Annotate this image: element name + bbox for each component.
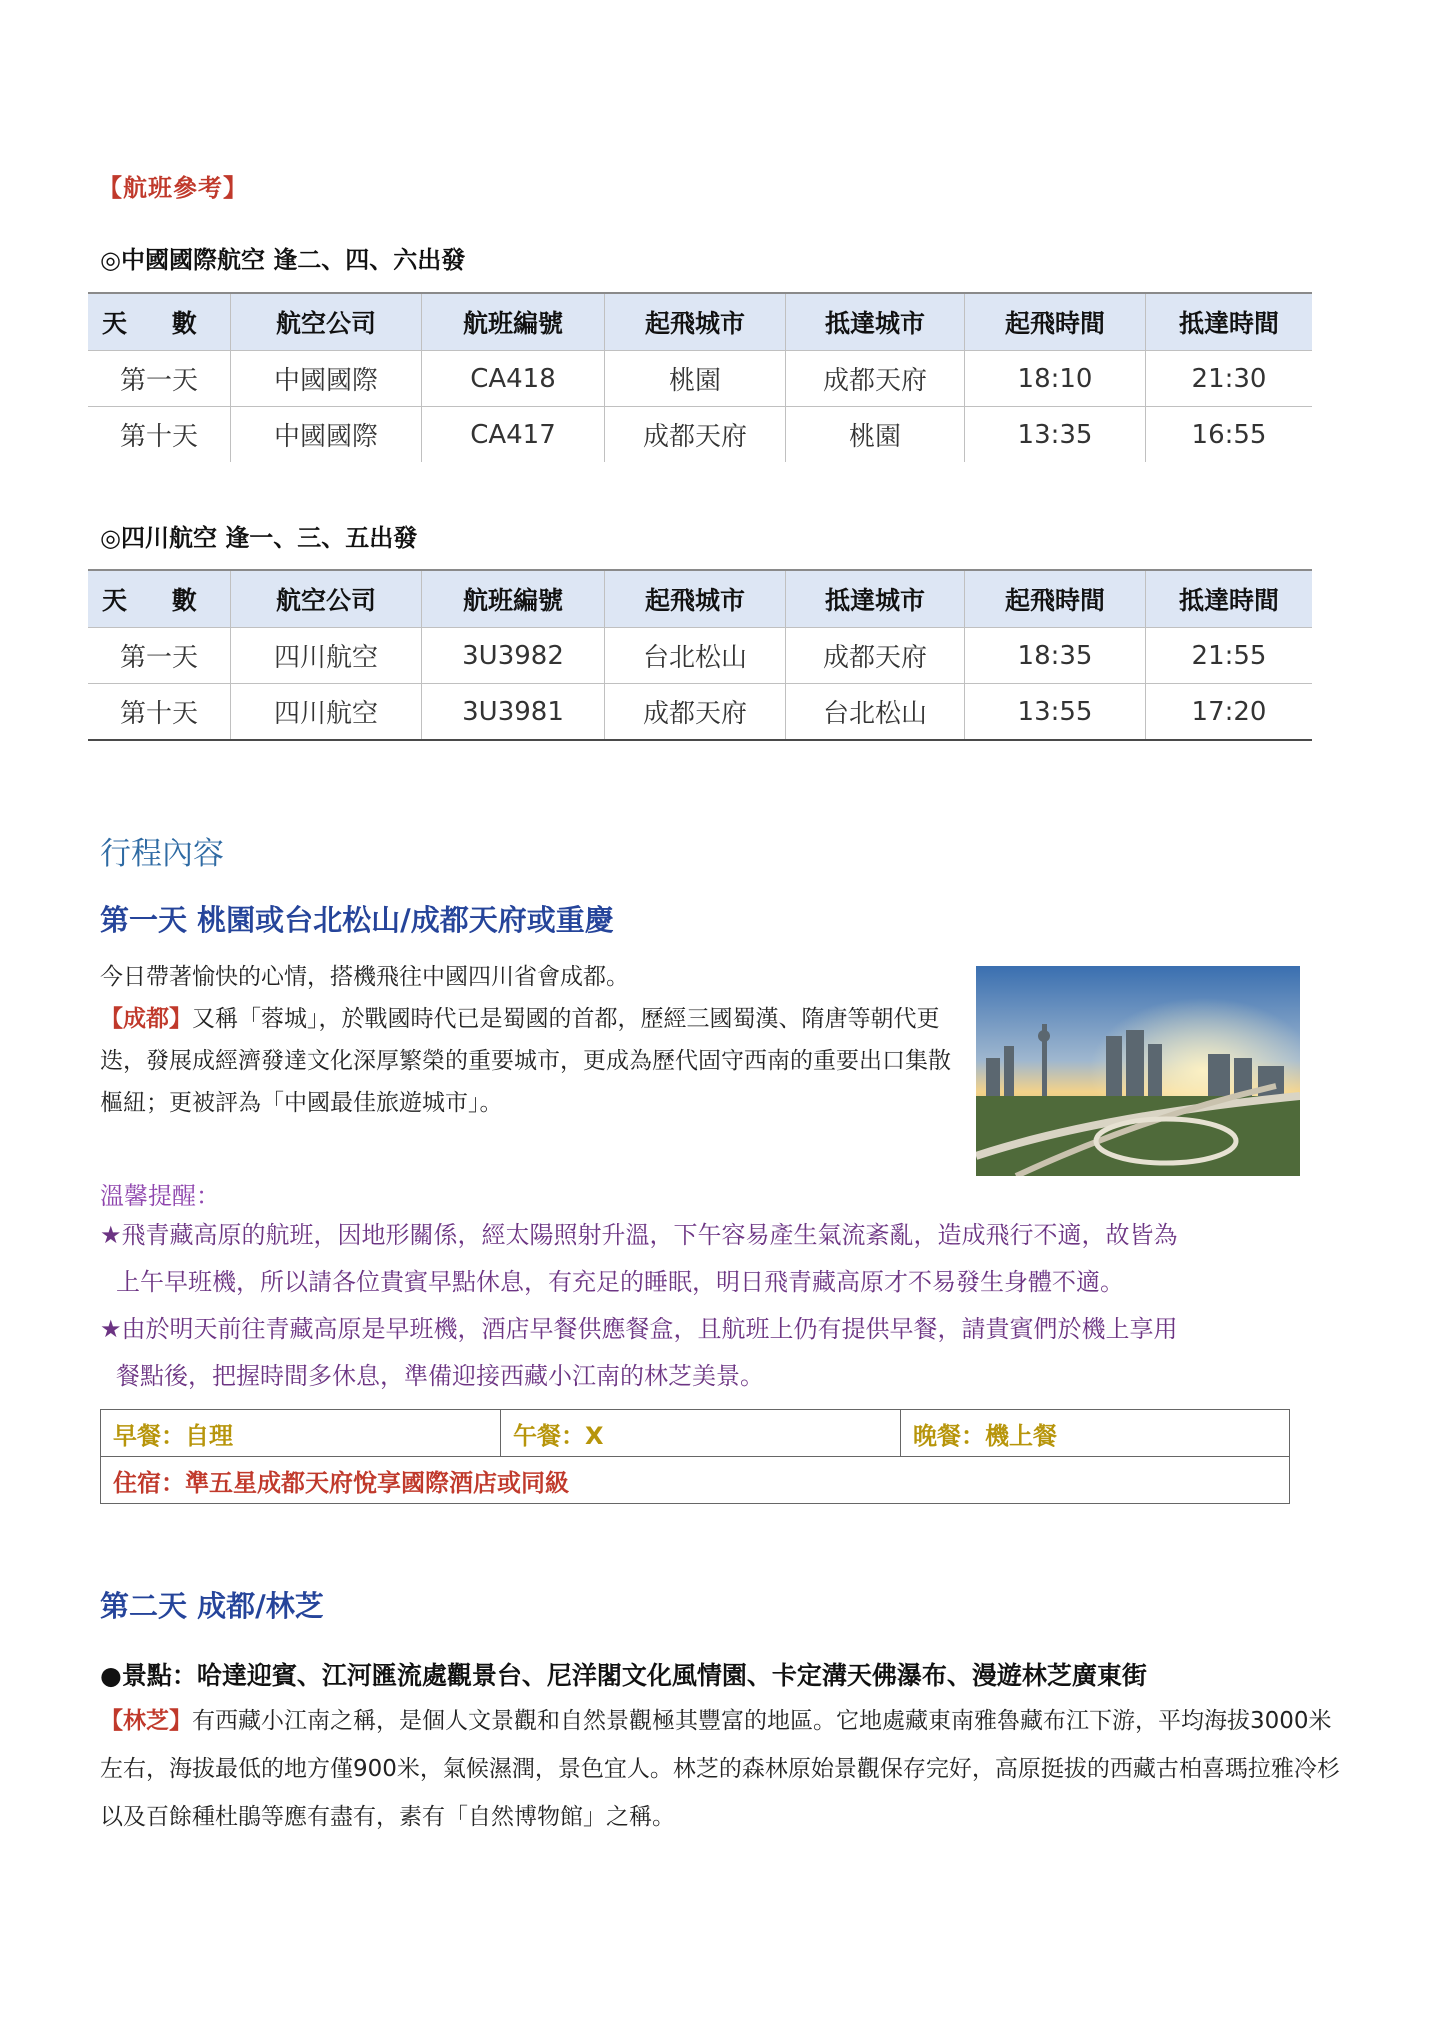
table-cell: 台北松山 (605, 628, 786, 684)
column-header: 起飛城市 (605, 570, 786, 628)
day2-landmarks: ●景點：哈達迎賓、江河匯流處觀景台、尼洋閣文化風情園、卡定溝天佛瀑布、漫遊林芝廣東街 (100, 1661, 1147, 1690)
table-header-row (88, 293, 1312, 351)
table-cell: 第一天 (88, 351, 231, 407)
reminder-title: 溫馨提醒： (100, 1182, 220, 1210)
column-header: 抵達時間 (1146, 570, 1313, 628)
column-header: 航班編號 (422, 293, 605, 351)
table-cell: 3U3982 (422, 628, 605, 684)
itinerary-section-title: 行程內容 (100, 836, 224, 872)
table-cell: 中國國際 (231, 407, 422, 463)
table-cell: 21:30 (1146, 351, 1313, 407)
reminder-item: ★由於明天前往青藏高原是早班機，酒店早餐供應餐盒，且航班上仍有提供早餐，請貴賓們於機上享用 (100, 1315, 1178, 1343)
table-cell: 桃園 (605, 351, 786, 407)
column-header: 天 數 (88, 293, 231, 351)
table-cell: CA417 (422, 407, 605, 463)
table-cell: 成都天府 (786, 351, 965, 407)
breakfast-cell: 早餐：自理 (101, 1410, 501, 1457)
reminder-list (100, 1212, 1350, 1400)
chengdu-desc: 又稱「蓉城」，於戰國時代已是蜀國的首都，歷經三國蜀漢、隋唐等朝代更迭，發展成經濟發達文化深厚繁榮的重要城市，更成為歷代固守西南的重要出口集散樞紐；更被評為「中國最佳旅遊城市」。 (100, 1006, 951, 1116)
meal-table (100, 1409, 1290, 1504)
table-cell: 第十天 (88, 684, 231, 741)
table-row (88, 351, 1312, 407)
reminder-item-cont: 餐點後，把握時間多休息，準備迎接西藏小江南的林芝美景。 (116, 1362, 764, 1390)
column-header: 航空公司 (231, 293, 422, 351)
column-header: 航班編號 (422, 570, 605, 628)
table-row (88, 628, 1312, 684)
table-cell: 21:55 (1146, 628, 1313, 684)
day2-title: 第二天 成都/林芝 (100, 1589, 324, 1623)
table-cell: 台北松山 (786, 684, 965, 741)
chengdu-city-photo (976, 966, 1300, 1176)
column-header: 起飛時間 (965, 293, 1146, 351)
table-cell: 13:55 (965, 684, 1146, 741)
linzhi-tag: 【林芝】 (100, 1708, 192, 1734)
table-row (88, 684, 1312, 741)
stay-row (101, 1457, 1290, 1504)
dinner-cell: 晚餐：機上餐 (901, 1410, 1290, 1457)
column-header: 抵達城市 (786, 293, 965, 351)
airline-heading-3u: ◎四川航空 逢一、三、五出發 (100, 524, 418, 552)
table-cell: 18:10 (965, 351, 1146, 407)
table-cell: CA418 (422, 351, 605, 407)
table-cell: 17:20 (1146, 684, 1313, 741)
column-header: 起飛城市 (605, 293, 786, 351)
accommodation-cell: 住宿：準五星成都天府悅享國際酒店或同級 (101, 1457, 1290, 1504)
flight-table-ca (88, 292, 1312, 462)
table-row (88, 407, 1312, 463)
day1-description (100, 956, 960, 1124)
column-header: 抵達時間 (1146, 293, 1313, 351)
chengdu-tag: 【成都】 (100, 1006, 192, 1032)
table-cell: 3U3981 (422, 684, 605, 741)
day1-title: 第一天 桃園或台北松山/成都天府或重慶 (100, 903, 614, 937)
linzhi-desc: 有西藏小江南之稱，是個人文景觀和自然景觀極其豐富的地區。它地處藏東南雅魯藏布江下游，平均海拔3000米左右，海拔最低的地方僅900米，氣候濕潤，景色宜人。林芝的森林原始景觀保存完好，高原挺拔的西藏古柏喜瑪拉雅冷杉以及百餘種杜鵑等應有盡有，素有「自然博物館」之稱。 (100, 1708, 1340, 1830)
table-cell: 四川航空 (231, 628, 422, 684)
table-cell: 18:35 (965, 628, 1146, 684)
table-cell: 第十天 (88, 407, 231, 463)
table-cell: 16:55 (1146, 407, 1313, 463)
table-cell: 成都天府 (605, 407, 786, 463)
table-cell: 中國國際 (231, 351, 422, 407)
flight-reference-title: 【航班參考】 (98, 174, 248, 202)
airline-heading-ca: ◎中國國際航空 逢二、四、六出發 (100, 246, 466, 274)
chengdu-skyline-image (976, 966, 1300, 1176)
column-header: 航空公司 (231, 570, 422, 628)
column-header: 天 數 (88, 570, 231, 628)
day1-intro: 今日帶著愉快的心情，搭機飛往中國四川省會成都。 (100, 964, 629, 990)
table-cell: 四川航空 (231, 684, 422, 741)
flight-table-3u (88, 569, 1312, 741)
lunch-cell: 午餐：X (501, 1410, 901, 1457)
meal-row (101, 1410, 1290, 1457)
reminder-item-cont: 上午早班機，所以請各位貴賓早點休息，有充足的睡眠，明日飛青藏高原才不易發生身體不適。 (116, 1268, 1124, 1296)
day1-city-paragraph (100, 998, 960, 1124)
table-cell: 第一天 (88, 628, 231, 684)
reminder-item: ★飛青藏高原的航班，因地形關係，經太陽照射升溫，下午容易產生氣流紊亂，造成飛行不適，故皆為 (100, 1221, 1178, 1249)
table-cell: 成都天府 (605, 684, 786, 741)
table-cell: 桃園 (786, 407, 965, 463)
column-header: 抵達城市 (786, 570, 965, 628)
day2-description (100, 1697, 1340, 1841)
column-header: 起飛時間 (965, 570, 1146, 628)
table-header-row (88, 570, 1312, 628)
table-cell: 13:35 (965, 407, 1146, 463)
table-cell: 成都天府 (786, 628, 965, 684)
